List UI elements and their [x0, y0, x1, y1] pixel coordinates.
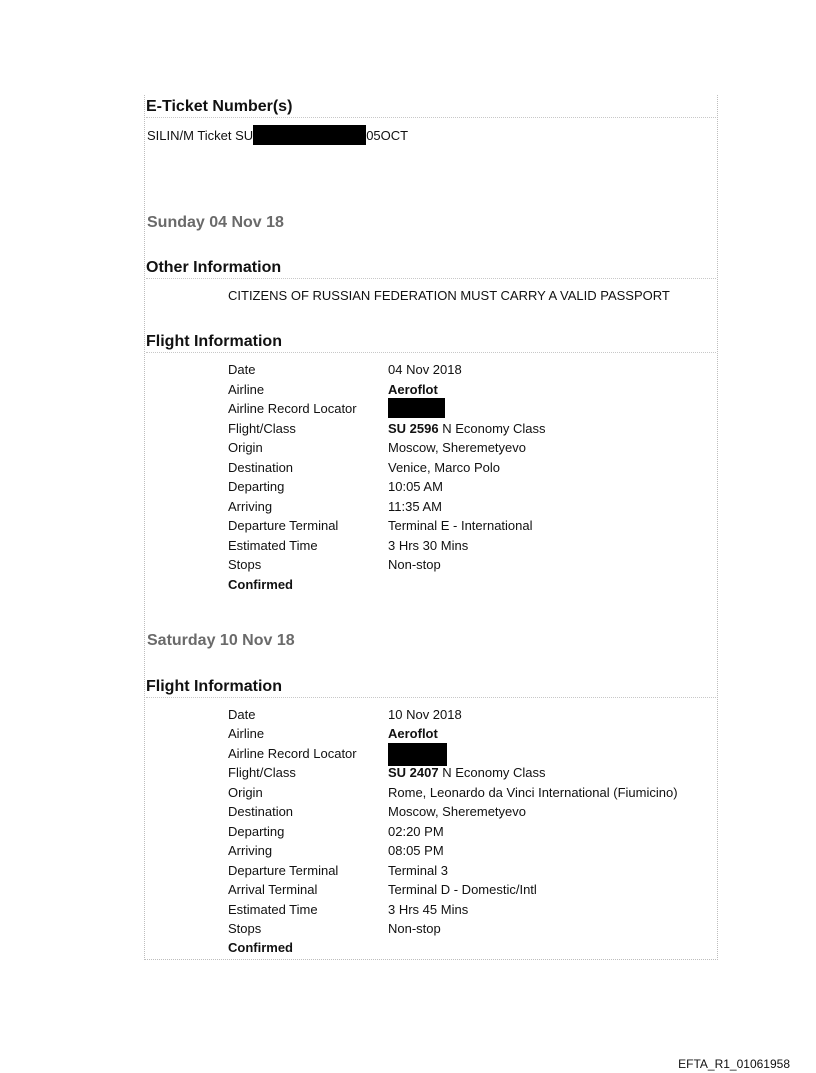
day2-label-11: Stops: [228, 920, 262, 936]
day1-label-10: Stops: [228, 557, 262, 572]
eticket-line: [147, 125, 408, 145]
day1-status: Confirmed: [228, 576, 293, 592]
day1-value-4: Moscow, Sheremetyevo: [388, 440, 527, 455]
day1-value-8: Terminal E - International: [388, 518, 533, 533]
day1-value-5: Venice, Marco Polo: [388, 459, 501, 475]
day1-value-10: Non-stop: [388, 557, 441, 572]
day1-label-6: Departing: [228, 479, 285, 494]
day2-label-7: Arriving: [228, 843, 273, 859]
day2-value-11: Non-stop: [388, 920, 441, 936]
day1-value-3: [388, 421, 546, 437]
day2-class: N Economy Class: [438, 765, 546, 781]
day1-date-heading: Sunday 04 Nov 18: [147, 214, 284, 231]
day2-label-6: Departing: [228, 823, 285, 839]
day1-label-2: Airline Record Locator: [228, 401, 357, 416]
document-id: EFTA_R1_01061958: [678, 1057, 790, 1071]
day1-value-7: 11:35 AM: [388, 498, 442, 514]
day1-label-0: Date: [228, 362, 256, 377]
day1-record-locator-redaction: [388, 398, 445, 418]
day1-label-8: Departure Terminal: [228, 518, 339, 533]
day1-label-1: Airline: [228, 381, 265, 397]
day2-value-2: [388, 746, 448, 762]
day1-label-4: Origin: [228, 440, 263, 455]
day2-value-6: 02:20 PM: [388, 823, 444, 839]
day2-value-1: Aeroflot: [388, 726, 438, 742]
day1-label-5: Destination: [228, 459, 294, 475]
eticket-number-redaction: [253, 125, 366, 145]
day2-date-heading: Saturday 10 Nov 18: [147, 632, 295, 649]
day2-value-0: 10 Nov 2018: [388, 707, 462, 722]
day2-label-10: Estimated Time: [228, 901, 318, 917]
day1-other-info-heading: Other Information: [146, 259, 716, 279]
day2-value-8: Terminal 3: [388, 862, 448, 878]
day2-record-locator-redaction: [388, 743, 447, 766]
day2-value-9: Terminal D - Domestic/Intl: [388, 882, 537, 898]
eticket-prefix: SILIN/M Ticket SU: [147, 128, 254, 143]
day1-class: N Economy Class: [438, 420, 546, 436]
day1-other-info-text: CITIZENS OF RUSSIAN FEDERATION MUST CARRY A VALID PASSPORT: [228, 288, 670, 303]
day2-label-1: Airline: [228, 726, 265, 742]
day1-flight-heading: Flight Information: [146, 333, 716, 353]
day2-label-4: Origin: [228, 784, 263, 800]
day1-flight-number: SU 2596: [388, 420, 439, 436]
day1-label-9: Estimated Time: [228, 537, 318, 553]
day2-label-8: Departure Terminal: [228, 862, 339, 878]
eticket-suffix: 05OCT: [366, 128, 409, 143]
day1-value-9: 3 Hrs 30 Mins: [388, 537, 469, 553]
day1-value-2: [388, 401, 448, 417]
day2-flight-number: SU 2407: [388, 765, 439, 781]
day1-value-1: Aeroflot: [388, 381, 438, 397]
day1-label-3: Flight/Class: [228, 420, 296, 436]
day2-value-3: [388, 765, 546, 781]
day1-value-0: 04 Nov 2018: [388, 362, 462, 377]
day2-label-3: Flight/Class: [228, 765, 296, 781]
day2-value-7: 08:05 PM: [388, 843, 444, 859]
day2-value-5: Moscow, Sheremetyevo: [388, 804, 527, 820]
day2-status: Confirmed: [228, 940, 293, 956]
day2-value-4: Rome, Leonardo da Vinci International (Fiumicino): [388, 784, 678, 800]
day2-value-10: 3 Hrs 45 Mins: [388, 901, 469, 917]
day2-label-2: Airline Record Locator: [228, 745, 357, 761]
day1-label-7: Arriving: [228, 498, 273, 514]
day2-label-9: Arrival Terminal: [228, 882, 318, 898]
day2-label-5: Destination: [228, 804, 294, 820]
day2-flight-heading: Flight Information: [146, 678, 716, 698]
day1-value-6: 10:05 AM: [388, 479, 443, 494]
eticket-heading: E-Ticket Number(s): [146, 98, 716, 118]
day2-label-0: Date: [228, 707, 256, 722]
